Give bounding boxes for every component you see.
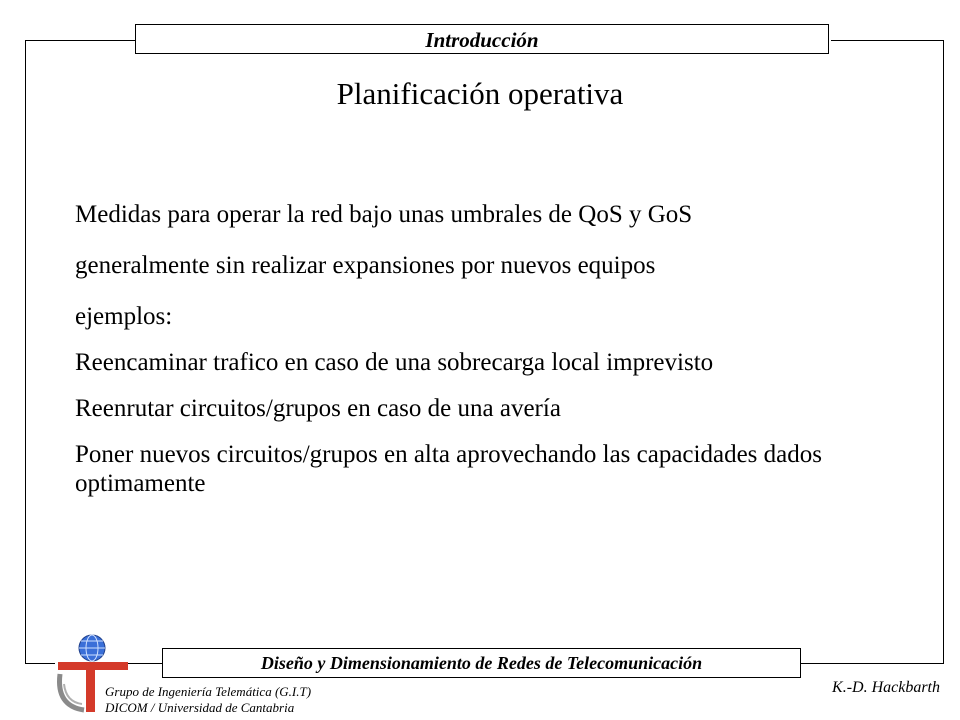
paragraph: Reencaminar trafico en caso de una sobrecarga local imprevisto (75, 349, 714, 376)
frame-line (801, 663, 944, 664)
paragraph: Medidas para operar la red bajo unas umbrales de QoS y GoS (75, 201, 693, 228)
author-name: K.-D. Hackbarth (832, 679, 940, 696)
org-line: DICOM / Universidad de Cantabria (105, 700, 295, 715)
slide-title: Planificación operativa (336, 76, 624, 111)
frame-line (943, 40, 944, 664)
paragraph: Reenrutar circuitos/grupos en caso de una avería (75, 395, 561, 422)
paragraph: Poner nuevos circuitos/grupos en alta aprovechando las capacidades dados optimamente (75, 441, 822, 497)
paragraph: ejemplos: (75, 303, 173, 330)
paragraph: generalmente sin realizar expansiones por nuevos equipos (75, 252, 656, 279)
section-title: Introducción (425, 28, 539, 52)
frame-line (831, 40, 944, 41)
org-line: Grupo de Ingeniería Telemática (G.I.T) (105, 684, 312, 699)
frame-line (25, 40, 26, 664)
section-header (135, 24, 829, 54)
course-title: Diseño y Dimensionamiento de Redes de Telecomunicación (260, 653, 703, 673)
slide-body (75, 200, 915, 520)
frame-line (25, 40, 135, 41)
course-footer (162, 648, 801, 678)
organization-info (105, 684, 311, 716)
